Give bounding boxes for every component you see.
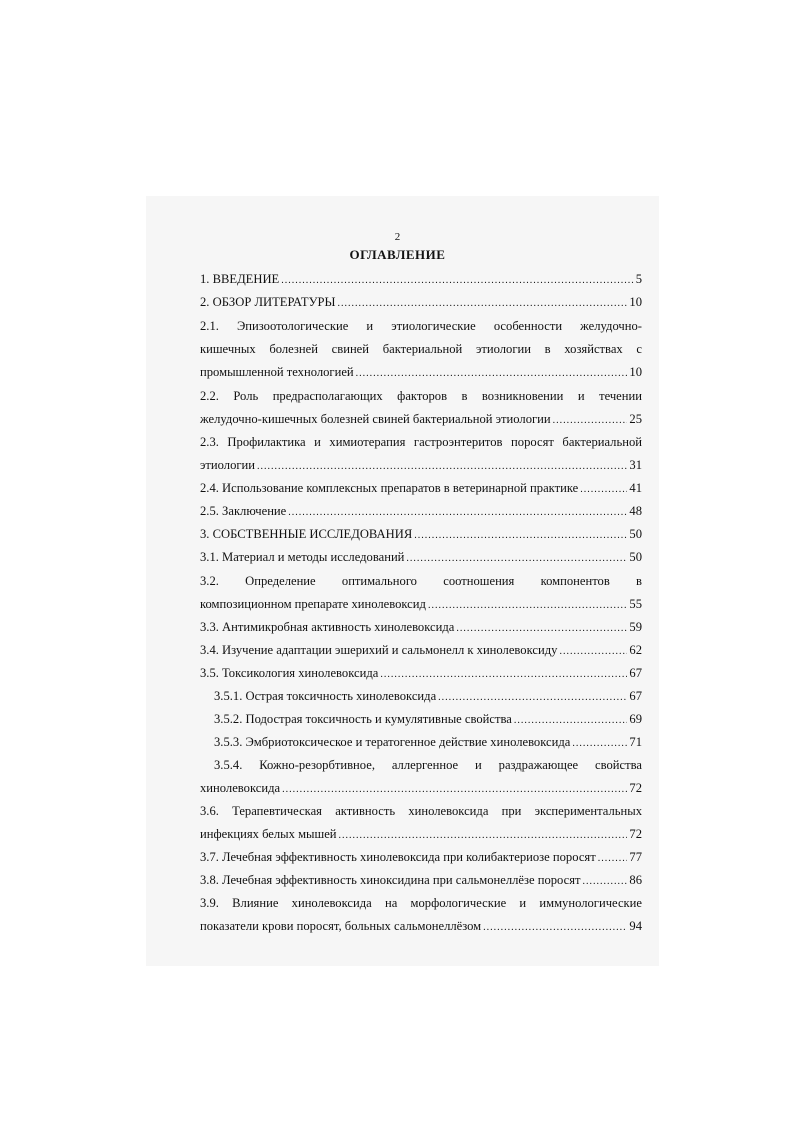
toc-entry-label: показатели крови поросят, больных сальмонеллёзом: [200, 919, 482, 933]
toc-entry-label: 3.5.3. Эмбриотоксическое и тератогенное действие хинолевоксида: [214, 735, 571, 749]
toc-entry-label: желудочно-кишечных болезней свиней бактериальной этиологии: [200, 412, 551, 426]
toc-entry-3-5-3[interactable]: [214, 733, 642, 751]
leader-dots: [438, 689, 627, 707]
leader-dots: [406, 550, 627, 568]
toc-entry-label: 3.7. Лечебная эффективность хинолевоксида при колибактериозе поросят: [200, 850, 596, 864]
toc-entry-page: 48: [629, 504, 642, 518]
toc-entry-label: 3. СОБСТВЕННЫЕ ИССЛЕДОВАНИЯ: [200, 527, 413, 541]
leader-dots: [456, 620, 627, 638]
toc-entry-page: 50: [629, 550, 642, 564]
toc-entry-3-7[interactable]: [200, 848, 642, 866]
toc-entry-2-2-line1[interactable]: 2.2. Роль предрасполагающих факторов в возникновении и течении: [200, 389, 642, 403]
toc-entry-label: 3.3. Антимикробная активность хинолевоксида: [200, 620, 455, 634]
toc-entry-2-1-line1[interactable]: 2.1. Эпизоотологические и этиологические особенности желудочно-: [200, 319, 642, 333]
leader-dots: [282, 781, 627, 799]
toc-entry-label: 1. ВВЕДЕНИЕ: [200, 272, 280, 286]
toc-entry-label: 3.5.1. Острая токсичность хинолевоксида: [214, 689, 437, 703]
toc-entry-3-2[interactable]: [200, 595, 642, 613]
toc-entry-page: 94: [629, 919, 642, 933]
toc-entry-2-3[interactable]: [200, 456, 642, 474]
toc-title: ОГЛАВЛЕНИЕ: [349, 247, 446, 262]
toc-entry-label: 3.8. Лечебная эффективность хиноксидина при сальмонеллёзе поросят: [200, 873, 581, 887]
toc-entry-page: 69: [629, 712, 642, 726]
toc-entry-2-4[interactable]: [200, 479, 642, 497]
toc-entry-3-9[interactable]: [200, 917, 642, 935]
toc-entry-3-3[interactable]: [200, 618, 642, 636]
toc-entry-page: 55: [629, 597, 642, 611]
toc-entry-3-9-line1[interactable]: 3.9. Влияние хинолевоксида на морфологические и иммунологические: [200, 896, 642, 910]
toc-entry-page: 25: [629, 412, 642, 426]
toc-entry-label: инфекциях белых мышей: [200, 827, 337, 841]
toc-entry-3-8[interactable]: [200, 871, 642, 889]
toc-entry-page: 59: [629, 620, 642, 634]
toc-entry-page: 10: [629, 365, 642, 379]
toc-entry-2-1-line2[interactable]: кишечных болезней свиней бактериальной этиологии в хозяйствах с: [200, 342, 642, 356]
toc-entry-3[interactable]: [200, 525, 642, 543]
leader-dots: [281, 272, 633, 290]
leader-dots: [580, 481, 627, 499]
toc-entry-label: композиционном препарате хинолевоксид: [200, 597, 426, 611]
leader-dots: [428, 597, 627, 615]
toc-entry-page: 71: [629, 735, 642, 749]
toc-entry-page: 62: [629, 643, 642, 657]
toc-entry-label: 3.5.2. Подострая токсичность и кумулятивные свойства: [214, 712, 512, 726]
leader-dots: [598, 850, 628, 868]
toc-entry-page: 86: [629, 873, 642, 887]
leader-dots: [414, 527, 627, 545]
toc-entry-label: этиологии: [200, 458, 256, 472]
toc-entry-3-5-2[interactable]: [214, 710, 642, 728]
toc-entry-page: 77: [629, 850, 642, 864]
leader-dots: [257, 458, 627, 476]
leader-dots: [559, 643, 627, 661]
toc-entry-3-6-line1[interactable]: 3.6. Терапевтическая активность хинолевоксида при экспериментальных: [200, 804, 642, 818]
toc-entry-3-1[interactable]: [200, 548, 642, 566]
toc-entry-label: 3.5. Токсикология хинолевоксида: [200, 666, 379, 680]
toc-entry-label: хинолевоксида: [200, 781, 281, 795]
toc-entry-label: 2. ОБЗОР ЛИТЕРАТУРЫ: [200, 295, 336, 309]
page-number: 2: [394, 231, 401, 243]
leader-dots: [583, 873, 628, 891]
toc-entry-label: промышленной технологией: [200, 365, 354, 379]
toc-entry-page: 67: [629, 666, 642, 680]
leader-dots: [483, 919, 627, 937]
toc-entry-label: 2.4. Использование комплексных препаратов в ветеринарной практике: [200, 481, 579, 495]
toc-entry-2-2[interactable]: [200, 410, 642, 428]
toc-entry-2-3-line1[interactable]: 2.3. Профилактика и химиотерапия гастроэнтеритов поросят бактериальной: [200, 435, 642, 449]
leader-dots: [356, 365, 628, 383]
leader-dots: [337, 295, 627, 313]
toc-entry-page: 67: [629, 689, 642, 703]
toc-entry-page: 5: [635, 272, 642, 286]
toc-entry-page: 72: [629, 827, 642, 841]
toc-entry-page: 41: [629, 481, 642, 495]
toc-entry-2-5[interactable]: [200, 502, 642, 520]
leader-dots: [288, 504, 627, 522]
toc-entry-2-1[interactable]: [200, 363, 642, 381]
toc-entry-page: 50: [629, 527, 642, 541]
toc-entry-2[interactable]: [200, 293, 642, 311]
toc-entry-3-5-4[interactable]: [200, 779, 642, 797]
leader-dots: [572, 735, 627, 753]
toc-entry-page: 31: [629, 458, 642, 472]
toc-entry-3-5-1[interactable]: [214, 687, 642, 705]
toc-entry-label: 2.5. Заключение: [200, 504, 287, 518]
toc-entry-label: 3.4. Изучение адаптации эшерихий и сальмонелл к хинолевоксиду: [200, 643, 558, 657]
toc-entry-label: 3.1. Материал и методы исследований: [200, 550, 405, 564]
toc-entry-3-2-line1[interactable]: 3.2. Определение оптимального соотношения компонентов в: [200, 574, 642, 588]
toc-entry-1[interactable]: [200, 270, 642, 288]
leader-dots: [380, 666, 627, 684]
toc-entry-3-5-4-line1[interactable]: 3.5.4. Кожно-резорбтивное, аллергенное и раздражающее свойства: [214, 758, 642, 772]
toc-entry-3-6[interactable]: [200, 825, 642, 843]
toc-entry-3-5[interactable]: [200, 664, 642, 682]
toc-entry-page: 72: [629, 781, 642, 795]
leader-dots: [553, 412, 628, 430]
leader-dots: [514, 712, 628, 730]
toc-entry-3-4[interactable]: [200, 641, 642, 659]
leader-dots: [339, 827, 628, 845]
toc-entry-page: 10: [629, 295, 642, 309]
